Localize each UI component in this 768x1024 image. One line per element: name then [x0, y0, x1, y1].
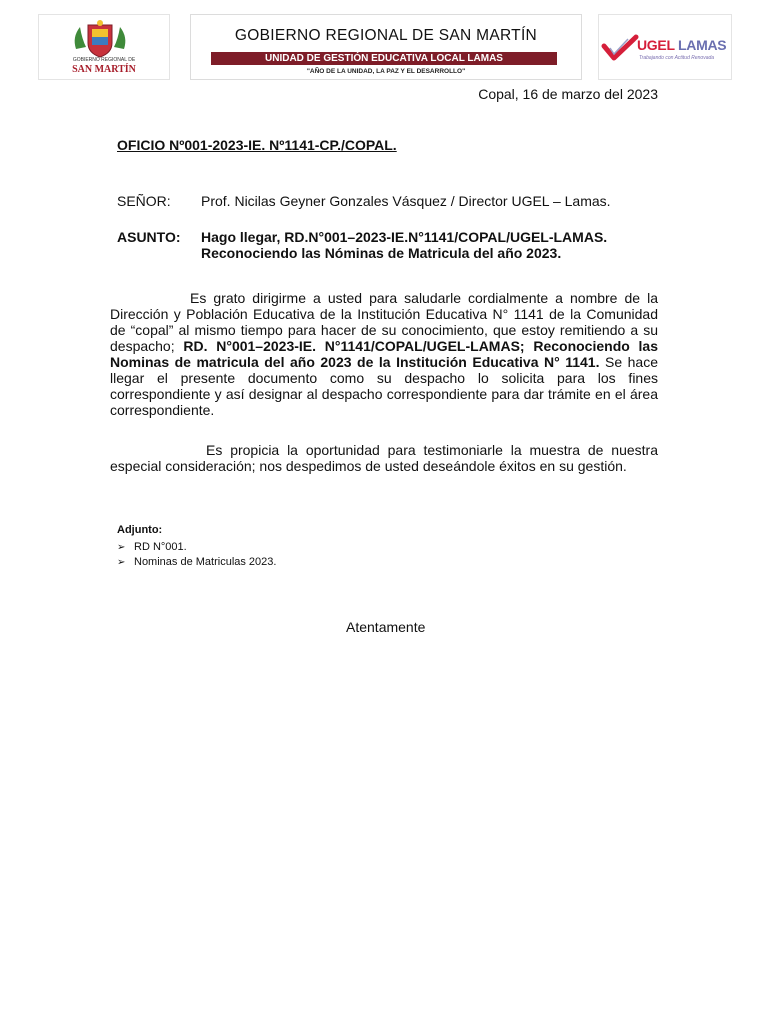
subject-line-1: Hago llegar, RD.N°001–2023-IE.N°1141/COPAL/UGEL-LAMAS. — [201, 229, 608, 245]
ugel-brand-part1: UGEL — [637, 37, 679, 53]
logo-caption-small: GOBIERNO REGIONAL DE — [72, 57, 136, 63]
ugel-brand-part2: LAMAS — [678, 37, 727, 53]
recipient-label: SEÑOR: — [117, 193, 171, 209]
logo-caption-big: SAN MARTÍN — [72, 64, 136, 75]
ugel-brand-text — [637, 37, 726, 53]
recipient-value: Prof. Nicilas Geyner Gonzales Vásquez / Director UGEL – Lamas. — [201, 193, 611, 209]
attachments-title: Adjunto: — [117, 524, 163, 536]
list-item — [117, 540, 276, 555]
subject-line-2: Reconociendo las Nóminas de Matricula del año 2023. — [201, 245, 562, 261]
checkmark-icon — [601, 34, 639, 62]
arrow-bullet-icon: ➢ — [117, 542, 126, 553]
ugel-band: UNIDAD DE GESTIÓN EDUCATIVA LOCAL LAMAS — [211, 52, 557, 65]
attachment-label: Nominas de Matriculas 2023. — [134, 556, 277, 568]
year-motto: "AÑO DE LA UNIDAD, LA PAZ Y EL DESARROLLO" — [306, 68, 466, 75]
ugel-lamas-logo — [598, 14, 732, 80]
subject-label: ASUNTO: — [117, 229, 181, 245]
letter-date: Copal, 16 de marzo del 2023 — [478, 86, 658, 102]
paragraph-1-text-a: Es grato dirigirme a usted para saludarle cordialmente a nombre de la Dirección y Población Educativa de la Institución Educativa N° 1141 de la Comunidad de “copal” al mismo tiempo para hacer de su conocimiento, que estoy remitiendo a su despacho; — [110, 290, 658, 354]
header-title-block — [190, 14, 582, 80]
paragraph-1-text-c: Se hace llegar el presente documento como su despacho lo solicita para los fines correspondiente y así designar al despacho correspondiente para dar trámite en el área correspondiente. — [110, 354, 659, 418]
ugel-slogan: Trabajando con Actitud Renovada — [639, 55, 715, 61]
arrow-bullet-icon: ➢ — [117, 557, 126, 568]
government-title: GOBIERNO REGIONAL DE SAN MARTÍN — [234, 27, 538, 44]
attachment-label: RD N°001. — [134, 541, 187, 553]
subject-value — [201, 229, 671, 261]
regional-government-logo — [38, 14, 170, 80]
list-item — [117, 555, 276, 570]
oficio-reference: OFICIO Nº001-2023-IE. Nº1141-CP./COPAL. — [117, 137, 397, 153]
paragraph-1-bold: RD. N°001–2023-IE. N°1141/COPAL/UGEL-LAMAS; Reconociendo las Nominas de matricula del año 2023 de la Institución Educativa N° 1141. — [110, 338, 659, 370]
closing: Atentamente — [346, 619, 426, 635]
body-paragraph-1 — [110, 290, 658, 418]
attachments-list — [117, 540, 276, 570]
body-paragraph-2: Es propicia la oportunidad para testimoniarle la muestra de nuestra especial consideración; nos despedimos de usted deseándole éxitos en su gestión. — [110, 442, 658, 474]
coat-of-arms-icon — [70, 19, 130, 59]
letterhead — [0, 0, 768, 84]
